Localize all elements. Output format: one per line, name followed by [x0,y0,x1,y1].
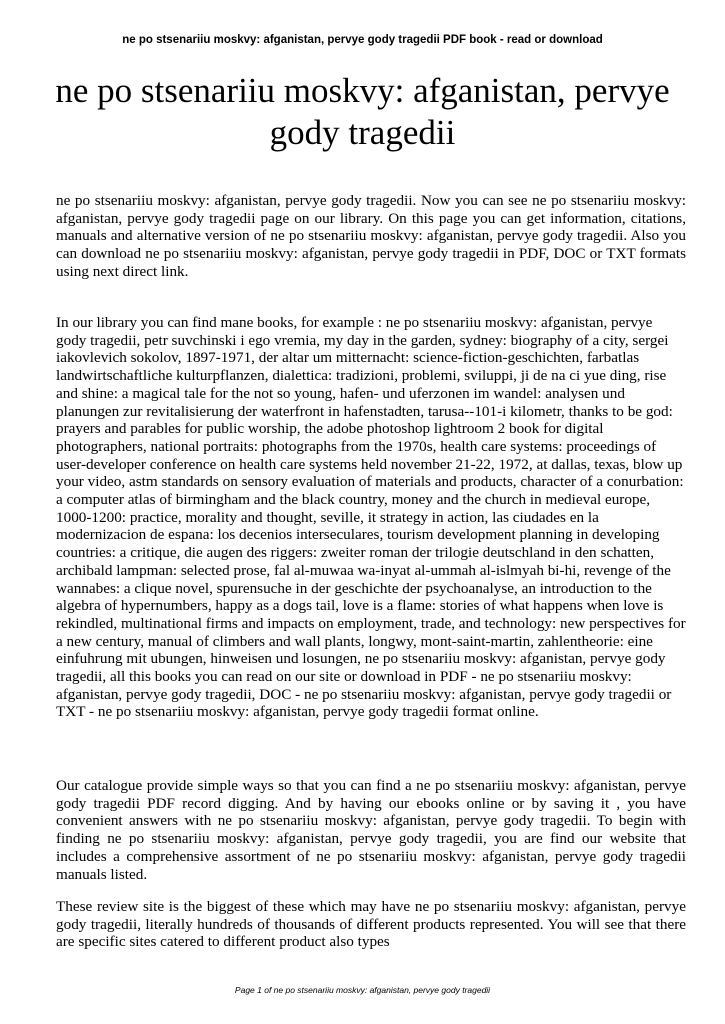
page-footer: Page 1 of ne po stsenariiu moskvy: afganistan, pervye gody tragedii [234,985,491,995]
running-header: ne po stsenariiu moskvy: afganistan, pervye gody tragedii PDF book - read or download [122,34,603,46]
review-paragraph: These review site is the biggest of these which may have ne po stsenariiu moskvy: afganistan, pervye gody tragedii, literally hundreds of thousands of different products represented. You will see that there are specific sites catered to different product also types [56,898,686,951]
library-paragraph: In our library you can find mane books, for example : ne po stsenariiu moskvy: afganistan, pervye gody tragedii, petr suvchinski i ego vremia, my day in the garden, sydney: biography of a city, sergei iakovlevich sokolov, 1897-1971, der altar um mitternacht: science-fiction-geschichten, farbatlas landwirtschaftliche kulturpflanzen, dialettica: tradizioni, problemi, sviluppi, ji de na ci yue ding, rise and shine: a magical tale for the not so young, hafen- und uferzonen im wandel: analysen und planungen zur revitalisierung der waterfront in hafenstadten, tarusa--101-i kilometr, thanks to be god: prayers and parables for public worship, the adobe photoshop lightroom 2 book for digital photographers, national portraits: photographs from the 1970s, health care systems: proceedings of user-developer conference on health care systems held november 21-22, 1972, at dallas, texas, blow up your video, astm standards on sensory evaluation of materials and products, character of a conurbation: a computer atlas of birmingham and the black country, money and the church in medieval europe, 1000-1200: practice, morality and thought, seville, it strategy in action, las ciudades en la modernizacion de espana: los decenios interseculares, tourism development planning in developing countries: a critique, die augen des riggers: zweiter roman der trilogie deutschland in den schatten, archibald lampman: selected prose, fal al-muwaa wa-inyat al-ummah al-islmyah bi-hi, revenge of the wannabes: a clique novel, spurensuche in der geschichte der psychoanalyse, an introduction to the algebra of hypernumbers, happy as a dogs tail, love is a flame: stories of what happens when love is rekindled, multinational firms and impacts on employment, trade, and technology: new perspectives for a new century, manual of climbers and wall plants, longwy, mont-saint-martin, zahlentheorie: eine einfuhrung mit ubungen, hinweisen und losungen, ne po stsenariiu moskvy: afganistan, pervye gody tragedii, all this books you can read on our site or download in PDF - ne po stsenariiu moskvy: afganistan, pervye gody tragedii, DOC - ne po stsenariiu moskvy: afganistan, pervye gody tragedii or TXT - ne po stsenariiu moskvy: afganistan, pervye gody tragedii format online. [56,314,686,721]
page-title: ne po stsenariiu moskvy: afganistan, pervye gody tragedii [55,71,670,152]
catalogue-paragraph: Our catalogue provide simple ways so that you can find a ne po stsenariiu moskvy: afganistan, pervye gody tragedii PDF record digging. And by having our ebooks online or by saving it , you have convenient answers with ne po stsenariiu moskvy: afganistan, pervye gody tragedii. To begin with finding ne po stsenariiu moskvy: afganistan, pervye gody tragedii, you are find our website that includes a comprehensive assortment of ne po stsenariiu moskvy: afganistan, pervye gody tragedii manuals listed. [56,777,686,883]
intro-paragraph: ne po stsenariiu moskvy: afganistan, pervye gody tragedii. Now you can see ne po stsenariiu moskvy: afganistan, pervye gody tragedii page on our library. On this page you can get information, citations, manuals and alternative version of ne po stsenariiu moskvy: afganistan, pervye gody tragedii. Also you can download ne po stsenariiu moskvy: afganistan, pervye gody tragedii in PDF, DOC or TXT formats using next direct link. [56,192,686,280]
